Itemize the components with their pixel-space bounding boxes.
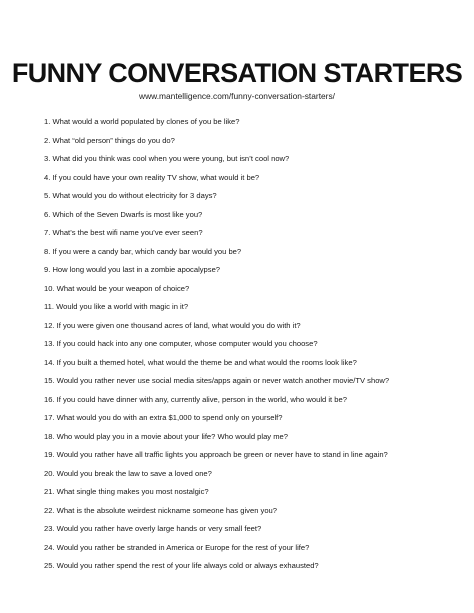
list-item: 20. Would you break the law to save a loved one? [44,468,212,478]
list-item: 4. If you could have your own reality TV show, what would it be? [44,172,260,182]
list-item: 1. What would a world populated by clones of you be like? [44,117,240,126]
list-item: 3. What did you think was cool when you were young, but isn’t cool now? [44,154,290,163]
list-item: 8. If you were a candy bar, which candy bar would you be? [44,246,242,256]
list-item: 5. What would you do without electricity for 3 days? [44,191,217,200]
source-url: www.mantelligence.com/funny-conversation-starters/ [139,91,335,101]
list-item: 21. What single thing makes you most nostalgic? [44,487,209,496]
question-list [44,113,464,576]
list-item: 25. Would you rather spend the rest of your life always cold or always exhausted? [44,561,319,570]
list-item: 15. Would you rather never use social media sites/apps again or never watch another movie/TV show? [44,376,390,385]
list-item: 9. How long would you last in a zombie apocalypse? [44,265,221,274]
list-item: 24. Would you rather be stranded in America or Europe for the rest of your life? [44,542,310,552]
list-item: 22. What is the absolute weirdest nickname someone has given you? [44,505,278,515]
list-item: 10. What would be your weapon of choice? [44,283,190,293]
list-item: 14. If you built a themed hotel, what would the theme be and what would the rooms look like? [44,357,357,367]
list-item: 13. If you could hack into any one computer, whose computer would you choose? [44,339,318,348]
list-item: 23. Would you rather have overly large hands or very small feet? [44,524,262,533]
list-item: 19. Would you rather have all traffic lights you approach be green or never have to stand in line again? [44,450,388,459]
page-title: FUNNY CONVERSATION STARTERS [11,58,463,88]
list-item: 18. Who would play you in a movie about your life? Who would play me? [44,431,288,441]
list-item: 7. What’s the best wifi name you’ve ever seen? [44,228,203,237]
list-item: 16. If you could have dinner with any, currently alive, person in the world, who would it be? [44,394,347,404]
list-item: 6. Which of the Seven Dwarfs is most like you? [44,209,203,219]
list-item: 12. If you were given one thousand acres of land, what would you do with it? [44,320,301,330]
list-item: 2. What “old person” things do you do? [44,135,175,145]
list-item: 11. Would you like a world with magic in it? [44,302,189,311]
list-item: 17. What would you do with an extra $1,000 to spend only on yourself? [44,413,283,422]
